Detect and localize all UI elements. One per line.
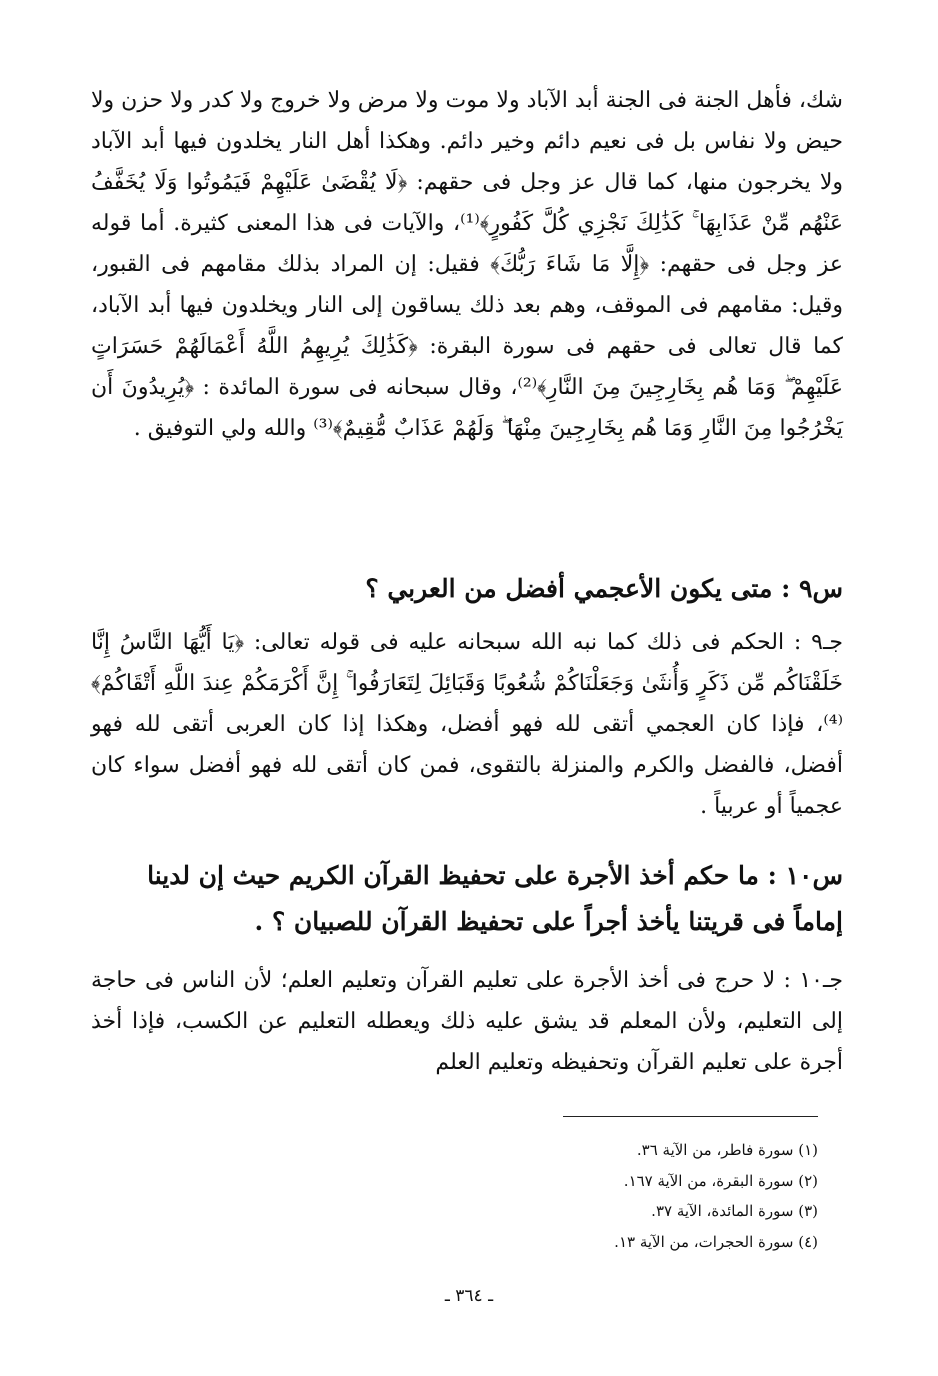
question-9-text: متى يكون الأعجمي أفضل من العربي ؟ (365, 574, 773, 603)
page-number: ـ ٣٦٤ ـ (444, 1286, 494, 1306)
question-9-label: س٩ : (781, 574, 843, 603)
footnote-1: (١) سورة فاطر، من الآية ٣٦. (636, 1141, 818, 1159)
answer-10-label: جـ١٠ : (783, 968, 844, 993)
footnote-4: (٤) سورة الحجرات، من الآية ١٣. (614, 1232, 818, 1251)
question-10 (91, 853, 843, 945)
intro-paragraph: شك، فأهل الجنة فى الجنة أبد الآباد ولا موت ولا مرض ولا خروج ولا كدر ولا حزن ولا حيض ولا نفاس بل فى نعيم دائم وخير دائم. وهكذا أهل النار يخلدون فيها أبد الآباد ولا يخرجون منها، كما قال عز وجل فى حقهم: ﴿لَا يُقْضَىٰ عَلَيْهِمْ فَيَمُوتُوا وَلَا يُخَفَّفُ عَنْهُم مِّنْ عَذَابِهَا ۚ كَذَٰلِكَ نَجْزِي كُلَّ كَفُورٍ﴾⁽¹⁾، والآيات فى هذا المعنى كثيرة. أما قوله عز وجل فى حقهم: ﴿إِلَّا مَا شَاءَ رَبُّكَ﴾ فقيل: إن المراد بذلك مقامهم فى القبور، وقيل: مقامهم فى الموقف، وهم بعد ذلك يساقون إلى النار ويخلدون فيها أبد الآباد، كما قال تعالى فى حقهم فى سورة البقرة: ﴿كَذَٰلِكَ يُرِيهِمُ اللَّهُ أَعْمَالَهُمْ حَسَرَاتٍ عَلَيْهِمْ ۖ وَمَا هُم بِخَارِجِينَ مِنَ النَّارِ﴾⁽²⁾، وقال سبحانه فى سورة المائدة : ﴿يُرِيدُونَ أَن يَخْرُجُوا مِنَ النَّارِ وَمَا هُم بِخَارِجِينَ مِنْهَا ۖ وَلَهُمْ عَذَابٌ مُّقِيمٌ﴾⁽³⁾ والله ولي التوفيق . (91, 88, 843, 441)
answer-10-text: لا حرج فى أخذ الأجرة على تعليم القرآن وتعليم العلم؛ لأن الناس فى حاجة إلى التعليم، ولأن المعلم قد يشق عليه ذلك ويعطله التعليم عن الكسب، فإذا أخذ أجرة على تعليم القرآن وتحفيظه وتعليم العلم (91, 968, 843, 1075)
footnote-divider (563, 1116, 818, 1117)
footnote-2: (٢) سورة البقرة، من الآية ١٦٧. (623, 1171, 818, 1190)
answer-9 (91, 622, 843, 827)
answer-9-label: جـ٩ : (793, 630, 844, 655)
question-10-text: ما حكم أخذ الأجرة على تحفيظ القرآن الكريم حيث إن لدينا إماماً فى قريتنا يأخذ أجراً على تحفيظ القرآن للصبيان ؟ . (147, 861, 843, 936)
answer-9-text: الحكم فى ذلك كما نبه الله سبحانه عليه فى قوله تعالى: ﴿يَا أَيُّهَا النَّاسُ إِنَّا خَلَقْنَاكُم مِّن ذَكَرٍ وَأُنثَىٰ وَجَعَلْنَاكُمْ شُعُوبًا وَقَبَائِلَ لِتَعَارَفُوا ۚ إِنَّ أَكْرَمَكُمْ عِندَ اللَّهِ أَتْقَاكُمْ﴾⁽⁴⁾، فإذا كان العجمي أتقى لله فهو أفضل، وهكذا إذا كان العربى أتقى لله فهو أفضل، فالفضل والكرم والمنزلة بالتقوى، فمن كان أتقى لله فهو أفضل سواء كان عجمياً أو عربياً . (91, 630, 843, 819)
footnotes (318, 1135, 818, 1257)
answer-10 (91, 960, 843, 1083)
question-10-label: س١٠ : (767, 861, 843, 890)
question-9 (91, 566, 843, 612)
footnote-3: (٣) سورة المائدة، الآية ٣٧. (651, 1202, 818, 1220)
